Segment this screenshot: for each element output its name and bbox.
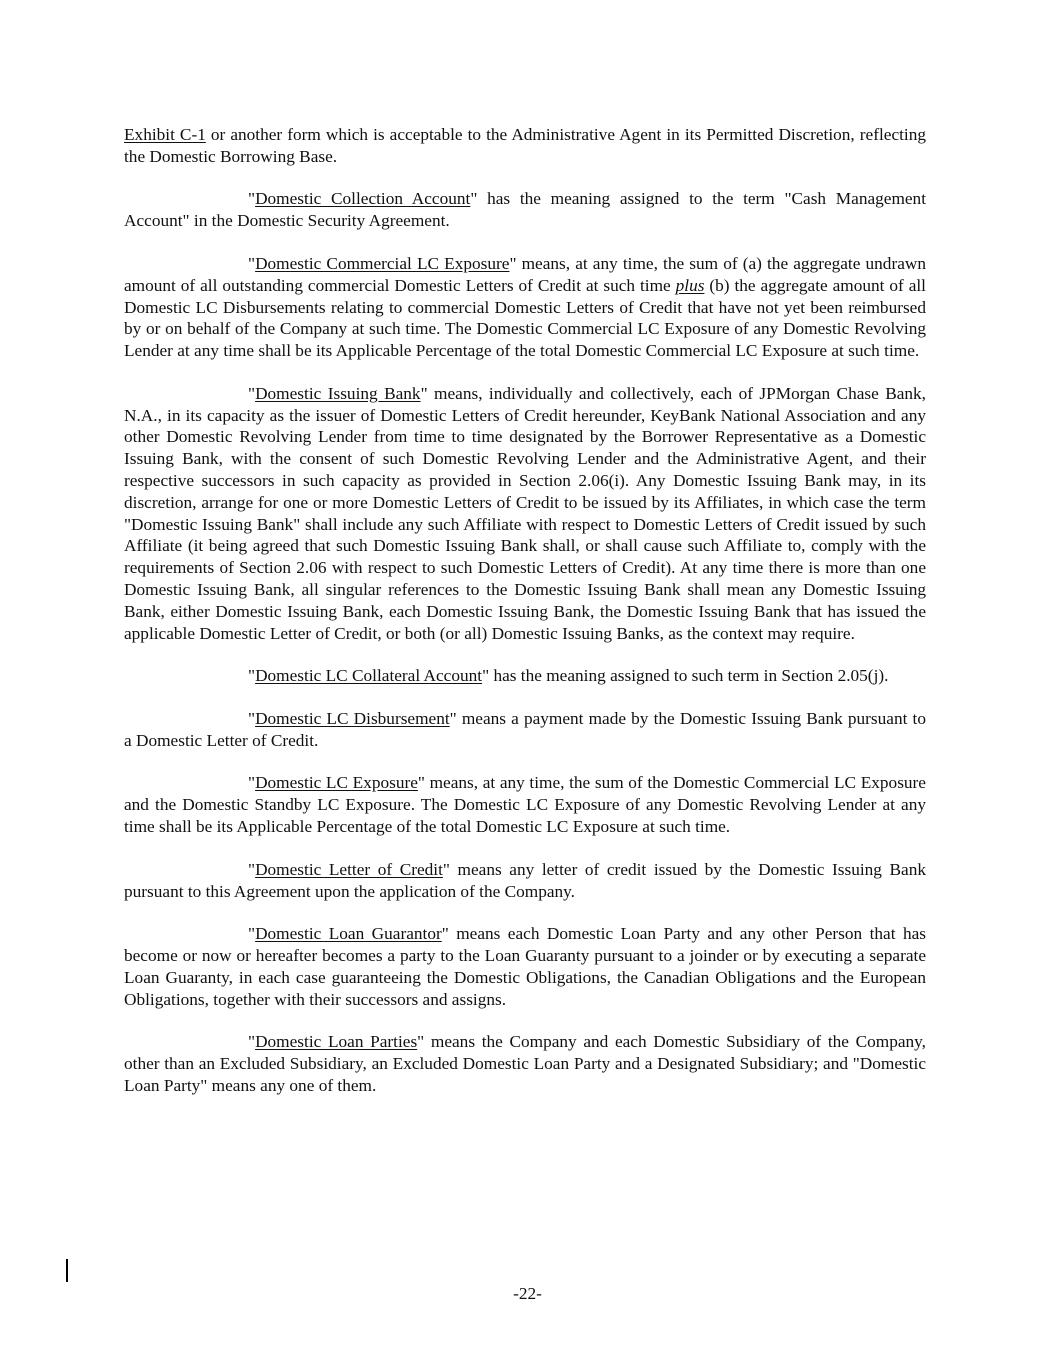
definition-text: " means the Company and each Domestic Subsidiary of the Company, other than an Excluded Subsidiary, an Excluded Domestic Loan Party and a Designated Subsidiary; and "Domestic Loan Party" means any one of them. [124, 1032, 926, 1095]
definition-domestic-commercial-lc-exposure [124, 253, 926, 362]
open-quote: " [248, 253, 256, 273]
definition-text: " means any letter of credit issued by the Domestic Issuing Bank pursuant to this Agreement upon the application of the Company. [124, 859, 926, 901]
defined-term: Domestic Letter of Credit [255, 859, 443, 879]
defined-term: Exhibit C-1 [124, 125, 206, 144]
paragraph-exhibit-continuation [124, 124, 926, 168]
definition-text: " means, at any time, the sum of the Domestic Commercial LC Exposure and the Domestic Standby LC Exposure. The Domestic LC Exposure of any Domestic Revolving Lender at any time shall be its Applicable Percentage of the total Domestic LC Exposure at such time. [124, 773, 926, 837]
open-quote: " [248, 924, 256, 944]
definition-text: " has the meaning assigned to such term in Section 2.05(j). [482, 666, 889, 686]
open-quote: " [248, 1032, 256, 1052]
open-quote: " [248, 666, 256, 686]
defined-term: Domestic Loan Parties [255, 1032, 418, 1052]
emphasis-plus: plus [675, 275, 705, 295]
revision-change-bar [66, 1259, 68, 1282]
open-quote: " [248, 859, 256, 879]
open-quote: " [248, 708, 256, 728]
defined-term: Domestic Loan Guarantor [255, 924, 442, 944]
document-body [124, 124, 926, 1118]
defined-term: Domestic Commercial LC Exposure [255, 253, 510, 273]
definition-text: " means each Domestic Loan Party and any other Person that has become or now or hereafter becomes a party to the Loan Guaranty pursuant to a joinder or by executing a separate Loan Guaranty, in each case guaranteeing the Domestic Obligations, the Canadian Obligations and the European Obligations, together with their successors and assigns. [124, 924, 926, 1009]
defined-term: Domestic LC Disbursement [255, 708, 450, 728]
definition-domestic-collection-account [124, 188, 926, 232]
definition-domestic-lc-exposure [124, 772, 926, 837]
open-quote: " [248, 773, 256, 793]
definition-domestic-issuing-bank [124, 383, 926, 645]
definition-text: " has the meaning assigned to the term "Cash Management Account" in the Domestic Security Agreement. [124, 189, 926, 231]
open-quote: " [248, 383, 256, 403]
definition-domestic-loan-guarantor [124, 923, 926, 1010]
defined-term: Domestic LC Exposure [255, 773, 418, 793]
definition-domestic-loan-parties [124, 1031, 926, 1096]
defined-term: Domestic Issuing Bank [255, 383, 421, 403]
definition-text: " means, individually and collectively, each of JPMorgan Chase Bank, N.A., in its capacity as the issuer of Domestic Letters of Credit hereunder, KeyBank National Association and any other Domestic Revolving Lender from time to time designated by the Borrower Representative as a Domestic Issuing Bank, with the consent of such Domestic Revolving Lender and the Administrative Agent, and their respective successors in such capacity as provided in Section 2.06(i). Any Domestic Issuing Bank may, in its discretion, arrange for one or more Domestic Letters of Credit to be issued by its Affiliates, in which case the term "Domestic Issuing Bank" shall include any such Affiliate with respect to Domestic Letters of Credit issued by such Affiliate (it being agreed that such Domestic Issuing Bank shall, or shall cause such Affiliate to, comply with the requirements of Section 2.06 with respect to such Domestic Letters of Credit). At any time there is more than one Domestic Issuing Bank, all singular references to the Domestic Issuing Bank shall mean any Domestic Issuing Bank, either Domestic Issuing Bank, each Domestic Issuing Bank, the Domestic Issuing Bank that has issued the applicable Domestic Letter of Credit, or both (or all) Domestic Issuing Banks, as the context may require. [124, 383, 927, 643]
definition-domestic-lc-collateral-account [124, 665, 926, 687]
page-number: -22- [513, 1284, 542, 1303]
open-quote: " [248, 189, 256, 209]
defined-term: Domestic Collection Account [255, 189, 471, 209]
definition-text: " means a payment made by the Domestic Issuing Bank pursuant to a Domestic Letter of Credit. [124, 708, 926, 750]
paragraph-text: or another form which is acceptable to the Administrative Agent in its Permitted Discretion, reflecting the Domestic Borrowing Base. [124, 125, 926, 166]
definition-text: (b) the aggregate amount of all Domestic LC Disbursements relating to commercial Domestic Letters of Credit that have not yet been reimbursed by or on behalf of the Company at such time. The Domestic Commercial LC Exposure of any Domestic Revolving Lender at any time shall be its Applicable Percentage of the total Domestic Commercial LC Exposure at such time. [124, 275, 926, 361]
definition-text: " means, at any time, the sum of (a) the aggregate undrawn amount of all outstanding commercial Domestic Letters of Credit at such time [124, 253, 926, 295]
defined-term: Domestic LC Collateral Account [255, 666, 483, 686]
definition-domestic-lc-disbursement [124, 708, 926, 752]
definition-domestic-letter-of-credit [124, 859, 926, 903]
